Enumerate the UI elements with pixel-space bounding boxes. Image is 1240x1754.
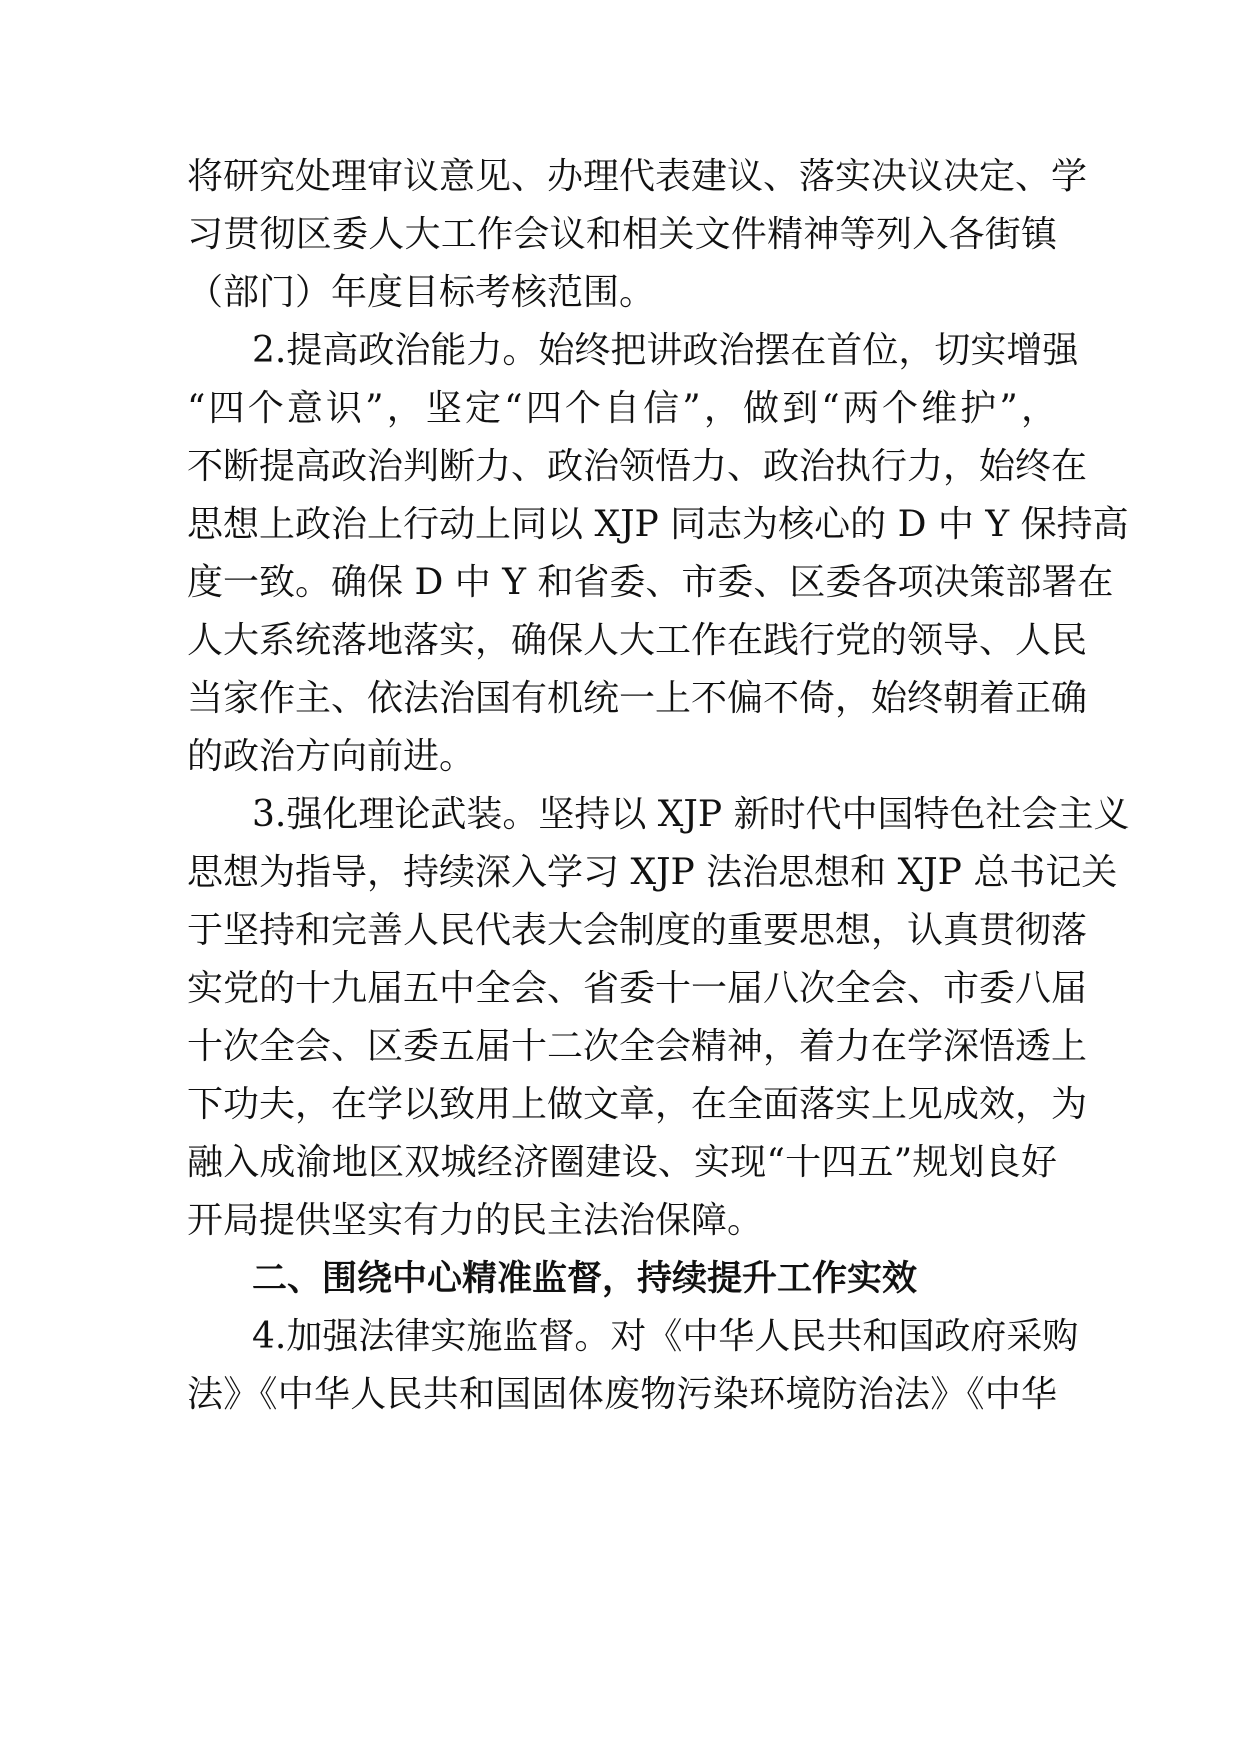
paragraph-line: 的政治方向前进。 [187, 736, 476, 777]
paragraph-line: 将研究处理审议意见、办理代表建议、落实决议决定、学 [187, 156, 1088, 197]
paragraph-line: 开局提供坚实有力的民主法治保障。 [187, 1200, 764, 1241]
paragraph-line: 下功夫，在学以致用上做文章，在全面落实上见成效，为 [187, 1084, 1088, 1125]
paragraph-line: 度一致。确保 D 中 Y 和省委、市委、区委各项决策部署在 [187, 562, 1114, 603]
paragraph-line: 于坚持和完善人民代表大会制度的重要思想，认真贯彻落 [187, 910, 1088, 951]
paragraph-line: 十次全会、区委五届十二次全会精神，着力在学深悟透上 [187, 1026, 1088, 1067]
paragraph-line: 3.强化理论武装。坚持以 XJP 新时代中国特色社会主义 [252, 794, 1130, 835]
paragraph-line: 融入成渝地区双城经济圈建设、实现“十四五”规划良好 [187, 1142, 1057, 1183]
paragraph-line: 当家作主、依法治国有机统一上不偏不倚，始终朝着正确 [187, 678, 1088, 719]
section-heading: 二、围绕中心精准监督，持续提升工作实效 [252, 1259, 918, 1299]
paragraph-line: “四个意识”，坚定“四个自信”，做到“两个维护”， [187, 388, 1057, 429]
paragraph-line: 习贯彻区委人大工作会议和相关文件精神等列入各街镇 [187, 214, 1057, 255]
paragraph-line: 不断提高政治判断力、政治领悟力、政治执行力，始终在 [187, 446, 1088, 487]
paragraph-line: 思想上政治上行动上同以 XJP 同志为核心的 D 中 Y 保持高 [187, 504, 1129, 545]
paragraph-line: 法》《中华人民共和国固体废物污染环境防治法》《中华 [187, 1374, 1057, 1415]
paragraph-line: 实党的十九届五中全会、省委十一届八次全会、市委八届 [187, 968, 1088, 1009]
paragraph-line: 4.加强法律实施监督。对《中华人民共和国政府采购 [252, 1316, 1079, 1357]
paragraph-line: 人大系统落地落实，确保人大工作在践行党的领导、人民 [187, 620, 1088, 661]
paragraph-line: （部门）年度目标考核范围。 [187, 272, 656, 313]
paragraph-line: 思想为指导，持续深入学习 XJP 法治思想和 XJP 总书记关 [187, 852, 1118, 893]
paragraph-line: 2.提高政治能力。始终把讲政治摆在首位，切实增强 [252, 330, 1079, 371]
